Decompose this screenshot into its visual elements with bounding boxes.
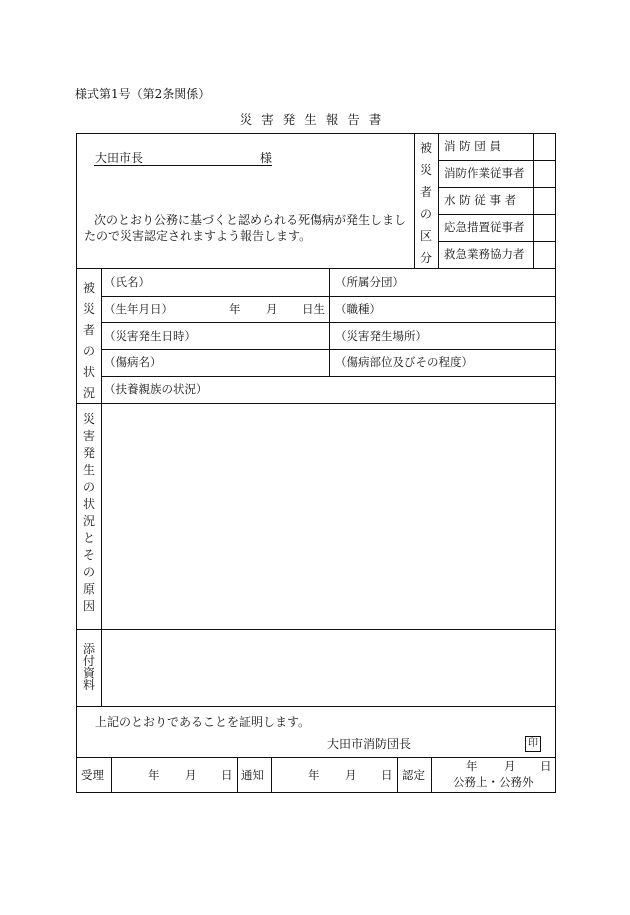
notified-label: 通知 bbox=[241, 768, 264, 782]
heading-char: 災 bbox=[82, 412, 95, 426]
heading-char: 生 bbox=[82, 463, 95, 477]
notified-year: 年 bbox=[308, 768, 320, 782]
attachments-input-area[interactable] bbox=[103, 631, 554, 704]
field-datetime: （災害発生日時） bbox=[104, 329, 196, 343]
field-place: （災害発生場所） bbox=[335, 329, 427, 343]
field-unit: （所属分団） bbox=[335, 275, 404, 289]
heading-char: 災 bbox=[82, 302, 95, 316]
addressee-name: 大田市長 bbox=[95, 151, 144, 165]
heading-char: 害 bbox=[82, 429, 95, 443]
col-divider bbox=[101, 268, 102, 706]
field-birthdate: （生年月日） bbox=[104, 302, 173, 316]
category-checkbox[interactable] bbox=[534, 161, 555, 187]
heading-char: 因 bbox=[82, 599, 95, 613]
heading-char: 状 bbox=[82, 365, 95, 379]
approved-year: 年 bbox=[466, 759, 478, 773]
received-month: 月 bbox=[185, 768, 197, 782]
received-year: 年 bbox=[148, 768, 160, 782]
col-divider bbox=[438, 133, 439, 268]
situation-heading bbox=[78, 413, 100, 617]
row-divider bbox=[101, 376, 556, 377]
addressee-honorific: 様 bbox=[260, 151, 273, 165]
row-divider bbox=[76, 629, 556, 630]
situation-input-area[interactable] bbox=[103, 405, 554, 627]
heading-char: 災 bbox=[419, 163, 432, 177]
heading-char: 者 bbox=[419, 185, 432, 199]
col-divider bbox=[111, 757, 112, 793]
col-divider bbox=[414, 133, 415, 268]
col-divider bbox=[271, 757, 272, 793]
heading-char: 原 bbox=[82, 582, 95, 596]
category-option-emergency: 応急措置従事者 bbox=[444, 220, 525, 234]
field-name: （氏名） bbox=[104, 275, 150, 289]
victim-status-heading bbox=[78, 282, 100, 408]
heading-char: 付 bbox=[82, 654, 95, 668]
heading-char: 発 bbox=[82, 446, 95, 460]
col-divider bbox=[397, 757, 398, 793]
birth-day-unit: 日生 bbox=[302, 302, 325, 316]
category-checkbox[interactable] bbox=[534, 242, 555, 268]
form-number: 様式第1号（第2条関係） bbox=[75, 87, 211, 101]
heading-char: 況 bbox=[82, 386, 95, 400]
received-label: 受理 bbox=[81, 768, 104, 782]
heading-char: 被 bbox=[419, 141, 432, 155]
attachments-heading bbox=[78, 643, 100, 691]
intro-text: 次のとおり公務に基づくと認められる死傷病が発生しましたので災害認定されますよう報告します。 bbox=[84, 213, 407, 243]
heading-char: 況 bbox=[82, 514, 95, 528]
field-injury-detail: （傷病部位及びその程度） bbox=[335, 355, 473, 369]
certification-signer: 大田市消防団長 bbox=[327, 737, 412, 751]
field-dependents: （扶養親族の状況） bbox=[104, 382, 208, 396]
category-option-flood: 水 防 従 事 者 bbox=[444, 193, 517, 207]
row-divider bbox=[76, 757, 556, 758]
received-day: 日 bbox=[221, 768, 233, 782]
heading-char: 者 bbox=[82, 323, 95, 337]
heading-char: 被 bbox=[82, 281, 95, 295]
document-title: 災害発生報告書 bbox=[239, 112, 391, 127]
certification-text: 上記のとおりであることを証明します。 bbox=[95, 715, 311, 729]
heading-char: 状 bbox=[82, 497, 95, 511]
col-divider bbox=[329, 268, 330, 376]
heading-char: と bbox=[82, 531, 95, 545]
approved-label: 認定 bbox=[402, 768, 425, 782]
heading-char: 添 bbox=[82, 642, 95, 656]
notified-month: 月 bbox=[345, 768, 357, 782]
approved-month: 月 bbox=[504, 759, 516, 773]
victim-category-heading bbox=[416, 142, 436, 274]
heading-char: の bbox=[419, 207, 432, 221]
field-position: （職種） bbox=[335, 302, 381, 316]
heading-char: の bbox=[82, 565, 95, 579]
notified-day: 日 bbox=[381, 768, 393, 782]
heading-char: 資 bbox=[82, 666, 95, 680]
col-divider bbox=[431, 757, 432, 793]
field-injury: （傷病名） bbox=[104, 355, 162, 369]
category-checkbox[interactable] bbox=[534, 134, 555, 160]
birth-year-unit: 年 bbox=[229, 302, 241, 316]
heading-char: 分 bbox=[419, 251, 432, 265]
heading-char: の bbox=[82, 344, 95, 358]
addressee-underline bbox=[94, 152, 272, 166]
duty-choice: 公務上・公務外 bbox=[453, 775, 534, 789]
heading-char: の bbox=[82, 480, 95, 494]
unit-input-area[interactable] bbox=[400, 270, 554, 294]
seal-mark: 印 bbox=[525, 736, 541, 752]
row-divider bbox=[76, 268, 556, 269]
approved-day: 日 bbox=[540, 759, 552, 773]
row-divider bbox=[76, 403, 556, 404]
category-option-ambulance: 救急業務協力者 bbox=[444, 247, 525, 261]
heading-char: 区 bbox=[419, 229, 432, 243]
heading-char: 料 bbox=[82, 678, 95, 692]
birth-month-unit: 月 bbox=[266, 302, 278, 316]
col-divider bbox=[237, 757, 238, 793]
category-option-fire-corps: 消 防 団 員 bbox=[444, 139, 501, 153]
category-option-fire-work: 消防作業従事者 bbox=[444, 166, 525, 180]
name-input-area[interactable] bbox=[150, 270, 326, 294]
category-checkbox[interactable] bbox=[534, 215, 555, 241]
row-divider bbox=[76, 706, 556, 707]
heading-char: そ bbox=[82, 548, 95, 562]
category-checkbox[interactable] bbox=[534, 188, 555, 214]
